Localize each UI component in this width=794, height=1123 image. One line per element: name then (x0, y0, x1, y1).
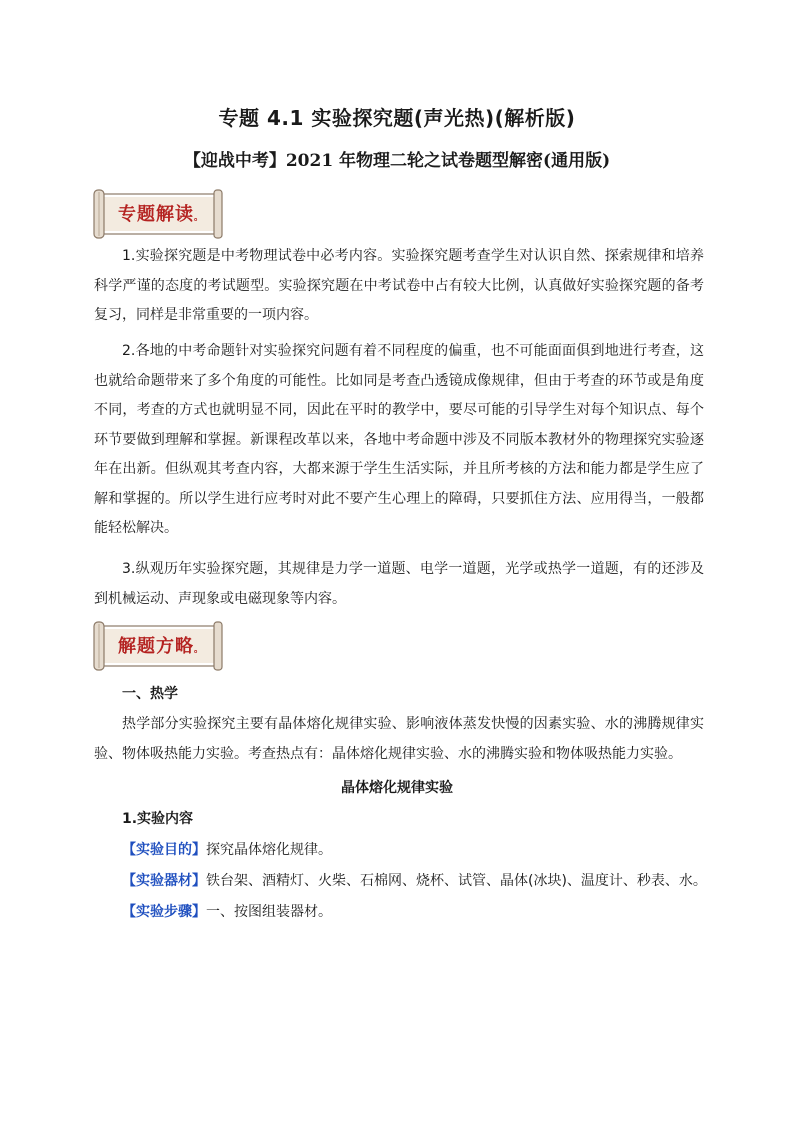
thermal-intro: 热学部分实验探究主要有晶体熔化规律实验、影响液体蒸发快慢的因素实验、水的沸腾规律实验、物体吸热能力实验。考查热点有：晶体熔化规律实验、水的沸腾实验和物体吸热能力实验。 (94, 716, 704, 762)
section-heading-thermal: 一、热学 (122, 686, 178, 702)
item-text: 铁台架、酒精灯、火柴、石棉网、烧杯、试管、晶体(冰块)、温度计、秒表、水。 (206, 873, 707, 889)
experiment-title: 晶体熔化规律实验 (341, 780, 453, 796)
item-equipment (122, 870, 707, 890)
page-title: 专题 4.1 实验探究题(声光热)(解析版) (218, 106, 576, 130)
item-text: 一、按图组装器材。 (206, 904, 332, 920)
paragraph-3: 3.纵观历年实验探究题，其规律是力学一道题、电学一道题，光学或热学一道题，有的还涉及到机械运动、声现象或电磁现象等内容。 (94, 561, 704, 607)
content-heading: 1.实验内容 (122, 811, 194, 827)
item-text: 探究晶体熔化规律。 (206, 842, 332, 858)
paragraph-2: 2.各地的中考命题针对实验探究问题有着不同程度的偏重，也不可能面面俱到地进行考查，这也就给命题带来了多个角度的可能性。比如同是考查凸透镜成像规律，但由于考查的环节或是角度不同，考查的方式也就明显不同，因此在平时的教学中，要尽可能的引导学生对每个知识点、每个环节要做到理解和掌握。新课程改革以来，各地中考命题中涉及不同版本教材外的物理探究实验逐年在出新。但纵观其考查内容，大都来源于学生生活实际，并且所考核的方法和能力都是学生应了解和掌握的。所以学生进行应考时对此不要产生心理上的障碍，只要抓住方法、应用得当，一般都能轻松解决。 (94, 343, 704, 536)
paragraph-1: 1.实验探究题是中考物理试卷中必考内容。实验探究题考查学生对认识自然、探索规律和培养科学严谨的态度的考试题型。实验探究题在中考试卷中占有较大比例，认真做好实验探究题的备考复习，同样是非常重要的一项内容。 (94, 248, 704, 323)
section-banner-interpretation (92, 188, 224, 240)
item-tag: 【实验目的】 (122, 842, 206, 858)
item-purpose (122, 839, 332, 859)
item-steps (122, 901, 332, 921)
item-tag: 【实验步骤】 (122, 904, 206, 920)
item-tag: 【实验器材】 (122, 873, 206, 889)
section-label: 解题方略。 (118, 636, 205, 657)
section-label: 专题解读。 (118, 204, 205, 225)
page-subtitle: 【迎战中考】2021 年物理二轮之试卷题型解密(通用版) (183, 151, 611, 171)
section-banner-strategy (92, 620, 224, 672)
